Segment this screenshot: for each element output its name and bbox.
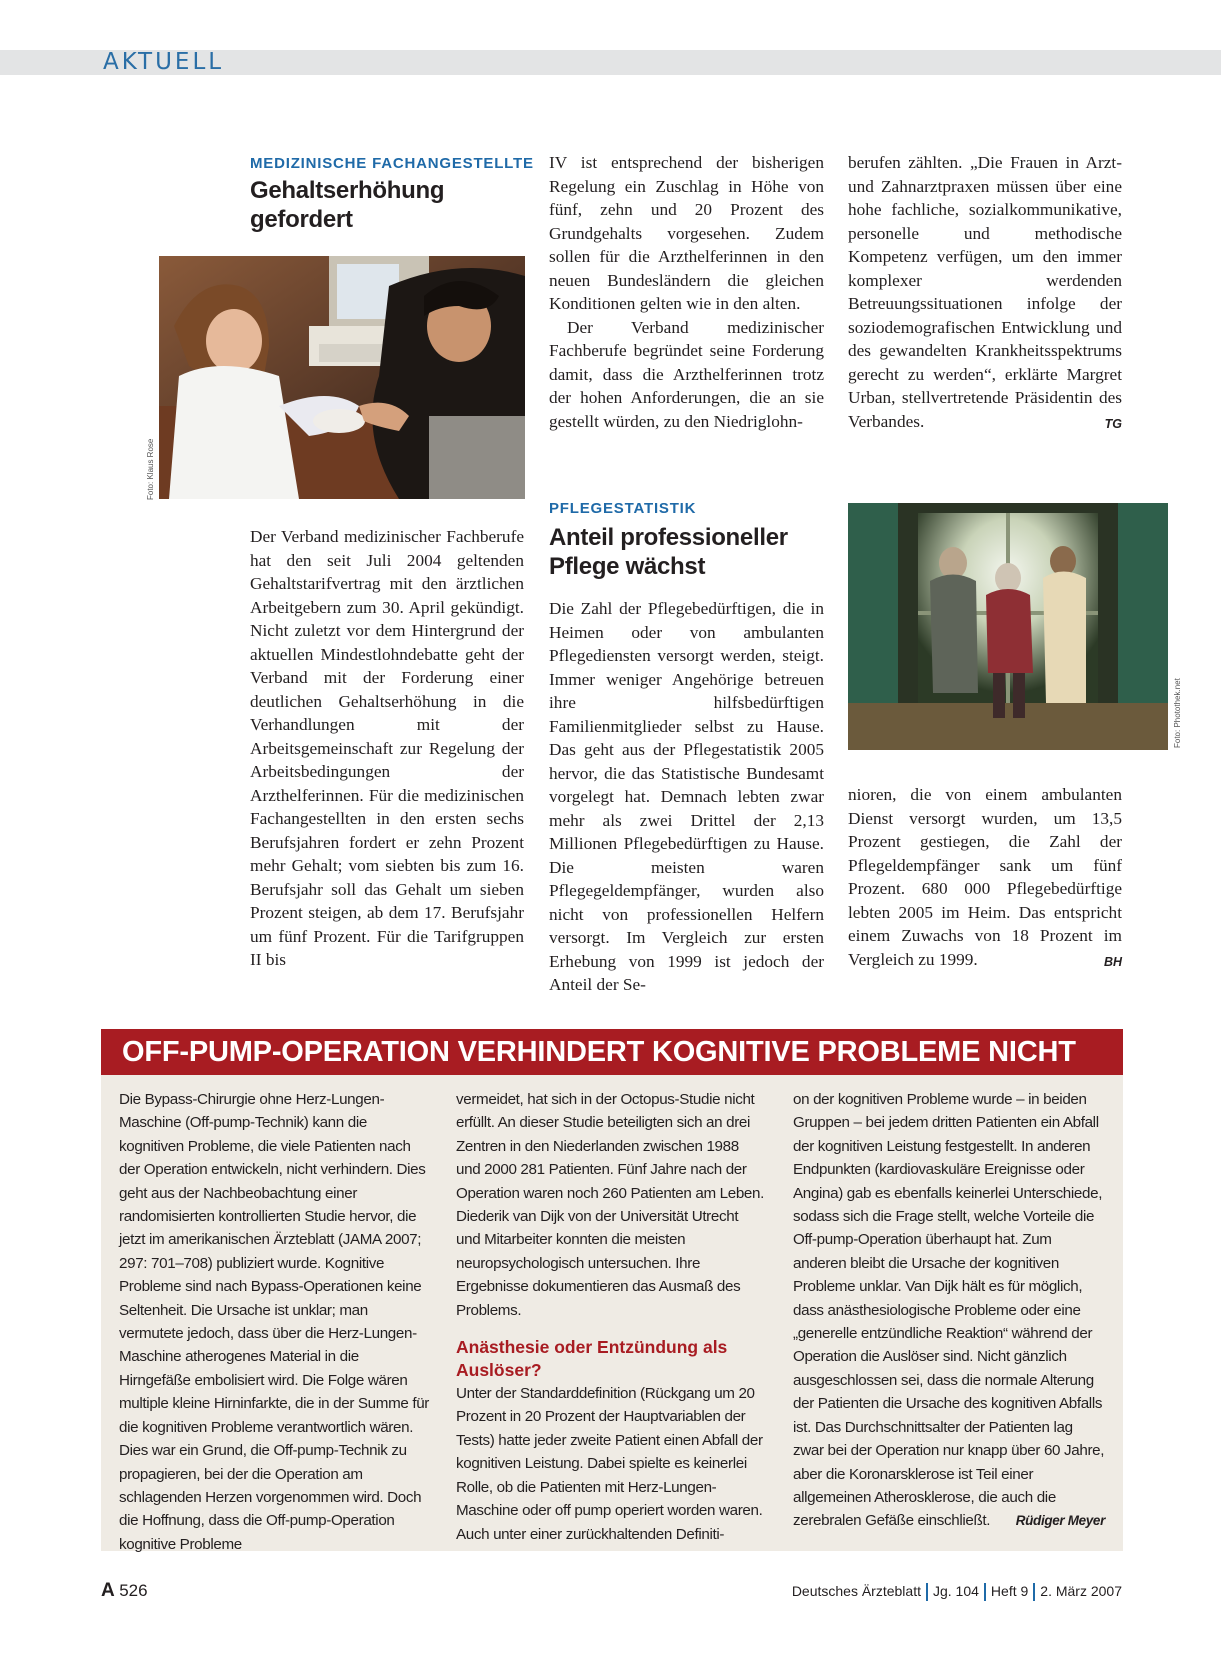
- footer-separator: [1033, 1583, 1035, 1601]
- article1-kicker: MEDIZINISCHE FACHANGESTELLTE: [250, 155, 534, 172]
- box-subheadline: Anästhesie oder Entzündung als Auslöser?: [456, 1337, 728, 1381]
- footer-volume: Jg. 104: [932, 1583, 979, 1599]
- footer-separator: [926, 1583, 928, 1601]
- article1-column2: [549, 151, 824, 433]
- box-author: Rüdiger Meyer: [1015, 1513, 1105, 1529]
- box-column2: [456, 1088, 766, 1546]
- page-number: [101, 1580, 148, 1602]
- photo-medical-assistant-image: [159, 256, 525, 499]
- footer-issue: Heft 9: [990, 1583, 1029, 1599]
- page-number-value: 526: [119, 1581, 148, 1600]
- box-headline-bar: [101, 1029, 1123, 1075]
- article1-headline: [250, 176, 444, 234]
- article2-headline-line1: Anteil professioneller: [549, 524, 788, 551]
- article1-column3-text: berufen zählten. „Die Frauen in Arzt- und Zahnarztpraxen müssen über eine hohe fachliche, sozialkommunikative, personelle und methodische Kompetenz verfügen, um den immer komplexer werdenden Betreuungssituationen infolge der soziodemografischen Entwicklung und des gewandelten Krankheitsspektrums gerecht zu werden“, erklärte Margret Urban, stellvertretende Präsidentin des Verbandes.: [848, 153, 1122, 431]
- footer-journal-info: [792, 1583, 1122, 1601]
- article1-column3: [848, 151, 1122, 436]
- box-column2-para2: Unter der Standarddefinition (Rückgang um 20 Prozent in 20 Prozent der Hauptvariablen der Tests) hatte jeder zweite Patient einen Abfall der kognitiven Leistung. Dabei spielte es keinerlei Rolle, ob die Patienten mit Herz-Lungen-Maschine oder off pump operiert worden waren. Auch unter einer zurückhaltenden Definiti-: [456, 1385, 763, 1543]
- box-headline: OFF-PUMP-OPERATION VERHINDERT KOGNITIVE PROBLEME NICHT: [122, 1036, 1076, 1068]
- article2-kicker: PFLEGESTATISTIK: [549, 500, 697, 517]
- article1-column2-para2: Der Verband medizinischer Fachberufe begründet seine Forderung damit, dass die Arzthelferinnen trotz der hohen Anforderungen, die an sie gestellt würden, zu den Niedriglohn-: [549, 317, 824, 431]
- box-column3-text: on der kognitiven Probleme wurde – in beiden Gruppen – bei jedem dritten Patienten ein Abfall der kognitiven Leistung festgestellt. In anderen Endpunkten (kardiovaskuläre Ereignisse oder Angina) gab es ebenfalls keinerlei Unterschiede, sodass sich die Frage stellt, welche Vorteile die Off-pump-Operation überhaupt hat. Zum anderen bleibt die Ursache der kognitiven Probleme unklar. Van Dijk hält es für möglich, dass anästhesiologische Probleme oder eine „generelle entzündliche Reaktion“ während der Operation die Auslöser sind. Nicht gänzlich ausgeschlossen sei, dass die normale Alterung der Patienten die Ursache des kognitiven Abfalls ist. Das Durchschnittsalter der Patienten lag zwar bei der Operation nur knapp über 60 Jahre, aber die Koronarsklerose ist Teil einer allgemeinen Atherosklerose, die auch die zerebralen Gefäße einschließt.: [793, 1091, 1105, 1530]
- footer-date: 2. März 2007: [1040, 1583, 1122, 1599]
- article2-column2: Die Zahl der Pflegebedürftigen, die in Heimen oder von ambulanten Pflegediensten versorgt werden, steigt. Immer weniger Angehörige betreuen ihre hilfsbedürftigen Familienmitglieder selbst zu Hause. Das geht aus der Pflegestatistik 2005 hervor, die das Statistische Bundesamt vorgelegt hat. Demnach lebten zwar mehr als zwei Drittel der 2,13 Millionen Pflegebedürftigen zu Hause. Die meisten waren Pflegegeldempfänger, wurden also nicht von professionellen Helfern versorgt. Im Vergleich zur ersten Erhebung von 1999 ist jedoch der Anteil der Se-: [549, 599, 824, 994]
- article2-headline-line2: Pflege wächst: [549, 553, 706, 580]
- section-label: AKTUELL: [103, 49, 225, 75]
- article2-column3: [848, 783, 1122, 974]
- photo1-credit: Foto: Klaus Rose: [146, 438, 155, 500]
- box-column1: Die Bypass-Chirurgie ohne Herz-Lungen-Maschine (Off-pump-Technik) kann die kognitiven Probleme, die viele Patienten nach der Operation entwickeln, nicht verhindern. Dies geht aus der Nachbeobachtung einer randomisierten kontrollierten Studie hervor, die jetzt im amerikanischen Ärzteblatt (JAMA 2007; 297: 701–708) publiziert wurde. Kognitive Probleme sind nach Bypass-Operationen keine Seltenheit. Die Ursache ist unklar; man vermutete jedoch, dass über die Herz-Lungen-Maschine atherogenes Material in die Hirngefäße embolisiert wird. Die Folge wären multiple kleine Hirninfarkte, die in der Summe für die kognitiven Probleme verantwortlich wären. Dies war ein Grund, die Off-pump-Technik zu propagieren, bei der die Operation am schlagenden Herzen vorgenommen wird. Doch die Hoffnung, dass die Off-pump-Operation kognitive Probleme: [119, 1091, 430, 1553]
- article1-column1: Der Verband medizinischer Fachberufe hat den seit Juli 2004 geltenden Gehaltstarifvertrag mit den ärztlichen Arbeitgebern zum 30. April gekündigt. Nicht zuletzt vor dem Hintergrund der aktuellen Mindestlohndebatte geht der Verband mit der Forderung einer deutlichen Gehaltserhöhung in die Verhandlungen mit der Arbeitsgemeinschaft zur Regelung der Arbeitsbedingungen der Arzthelferinnen. Für die medizinischen Fachangestellten in den ersten sechs Berufsjahren fordert er zehn Prozent mehr Gehalt; vom siebten bis zum 16. Berufsjahr soll das Gehalt um sieben Prozent steigen, ab dem 17. Berufsjahr um fünf Prozent. Für die Tarifgruppen II bis: [250, 527, 524, 969]
- photo-elderly-care: [848, 503, 1168, 750]
- photo2-credit: Foto: Photothek.net: [1173, 678, 1182, 748]
- article1-column2-para1: IV ist entsprechend der bisherigen Regelung ein Zuschlag in Höhe von fünf, zehn und 20 Prozent des Grundgehalts vorgesehen. Zudem sollen für die Arzthelferinnen in den neuen Bundesländern die gleichen Konditionen gelten wie in den alten.: [549, 153, 824, 313]
- photo-medical-assistant: [159, 256, 525, 499]
- box-column2-para1: vermeidet, hat sich in der Octopus-Studie nicht erfüllt. An dieser Studie beteiligten sich an drei Zentren in den Niederlanden zwischen 1988 und 2000 281 Patienten. Fünf Jahre nach der Operation waren noch 260 Patienten am Leben. Diederik van Dijk von der Universität Utrecht und Mitarbeiter konnten die meisten neuropsychologisch untersuchen. Ihre Ergebnisse dokumentieren das Ausmaß des Problems.: [456, 1091, 764, 1319]
- article2-signature: BH: [1103, 954, 1122, 969]
- article2-headline: [549, 523, 788, 581]
- box-column3: [793, 1088, 1105, 1533]
- page-prefix: A: [101, 1580, 115, 1601]
- article1-signature: TG: [1104, 416, 1122, 431]
- photo-elderly-care-image: [848, 503, 1168, 750]
- article1-headline-line2: gefordert: [250, 206, 353, 233]
- article2-column3-text: nioren, die von einem ambulanten Dienst versorgt wurden, um 13,5 Prozent gestiegen, die Zahl der Pflegeldempfänger sank um fünf Prozent. 680 000 Pflegebedürftige lebten 2005 im Heim. Das entspricht einem Zuwachs von 18 Prozent im Vergleich zu 1999.: [848, 785, 1122, 969]
- footer-separator: [984, 1583, 986, 1601]
- article1-headline-line1: Gehaltserhöhung: [250, 177, 445, 204]
- footer-journal: Deutsches Ärzteblatt: [791, 1583, 921, 1599]
